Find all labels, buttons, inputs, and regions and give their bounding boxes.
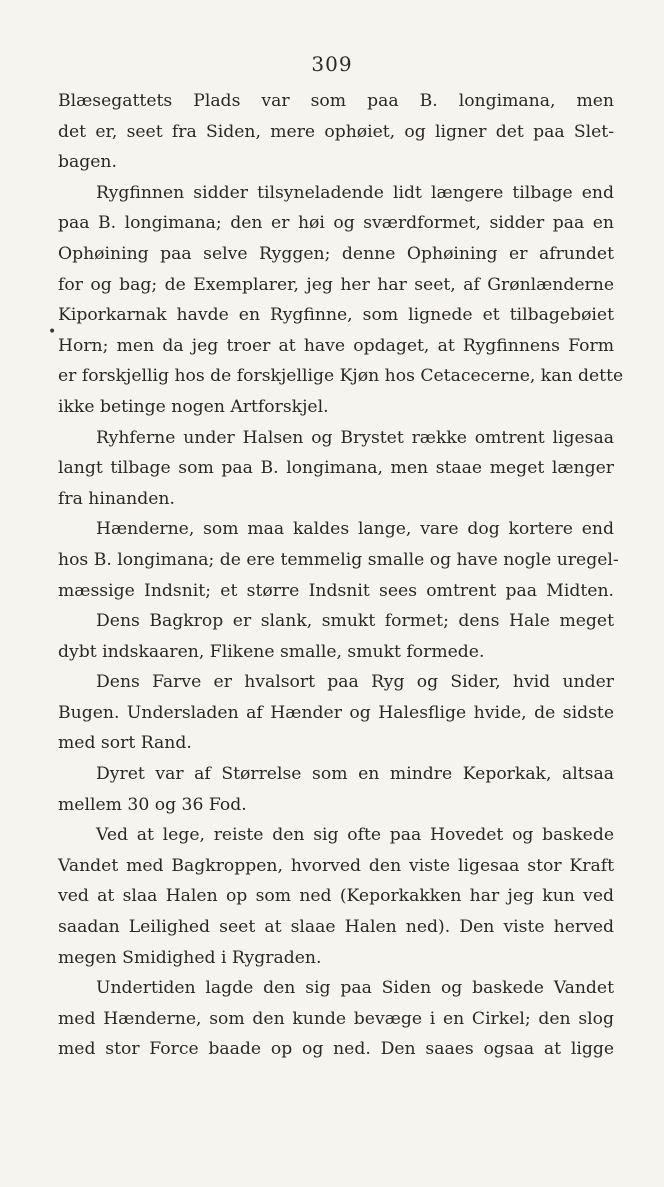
body-text [58, 86, 624, 1065]
text-line: Dyret var af Størrelse som en mindre Keporkak, altsaa [96, 764, 614, 785]
text-line: Horn; men da jeg troer at have opdaget, at Rygfinnens Form [58, 335, 614, 356]
text-line: Bugen. Undersladen af Hænder og Halesflige hvide, de sidste [58, 702, 614, 723]
text-line: Dens Bagkrop er slank, smukt formet; dens Hale meget [96, 611, 614, 632]
text-line: saadan Leilighed seet at slaae Halen ned). Den viste herved [58, 917, 614, 938]
text-line: Ophøining paa selve Ryggen; denne Ophøining er afrundet [58, 243, 614, 264]
text-line: med sort Rand. [58, 733, 192, 754]
text-line: Ved at lege, reiste den sig ofte paa Hovedet og baskede [96, 825, 614, 846]
text-line: megen Smidighed i Rygraden. [58, 947, 322, 968]
text-line: fra hinanden. [58, 488, 175, 509]
text-line: ved at slaa Halen op som ned (Keporkakken har jeg kun ved [58, 886, 614, 907]
text-line: det er, seet fra Siden, mere ophøiet, og ligner det paa Slet- [58, 121, 614, 142]
text-line: er forskjellig hos de forskjellige Kjøn hos Cetacecerne, kan dette [58, 366, 624, 387]
text-line: Hænderne, som maa kaldes lange, vare dog kortere end [96, 519, 614, 540]
text-line: Rygfinnen sidder tilsyneladende lidt længere tilbage end [96, 182, 614, 203]
text-line: mellem 30 og 36 Fod. [58, 794, 247, 815]
text-line: mæssige Indsnit; et større Indsnit sees omtrent paa Midten. [58, 580, 614, 601]
text-line: langt tilbage som paa B. longimana, men staae meget længer [58, 458, 614, 479]
text-line: Ryhferne under Halsen og Brystet række omtrent ligesaa [96, 427, 614, 448]
text-line: Dens Farve er hvalsort paa Ryg og Sider, hvid under [96, 672, 614, 693]
text-line: Undertiden lagde den sig paa Siden og baskede Vandet [96, 978, 614, 999]
text-line: dybt indskaaren, Flikene smalle, smukt formede. [58, 641, 485, 662]
text-line: Blæsegattets Plads var som paa B. longimana, men [58, 91, 614, 111]
text-line: med stor Force baade op og ned. Den saaes ogsaa at ligge [58, 1039, 614, 1060]
text-line: hos B. longimana; de ere temmelig smalle og have nogle uregel- [58, 549, 619, 570]
page-number: 309 [311, 52, 353, 76]
text-line: for og bag; de Exemplarer, jeg her har seet, af Grønlænderne [58, 274, 614, 295]
text-line: Vandet med Bagkroppen, hvorved den viste ligesaa stor Kraft [58, 855, 614, 876]
text-line: bagen. [58, 152, 117, 173]
text-line: med Hænderne, som den kunde bevæge i en Cirkel; den slog [58, 1008, 614, 1029]
text-line: paa B. longimana; den er høi og sværdformet, sidder paa en [58, 213, 614, 234]
margin-mark: • [48, 324, 57, 340]
text-line: ikke betinge nogen Artforskjel. [58, 396, 329, 417]
text-line: Kiporkarnak havde en Rygfinne, som lignede et tilbagebøiet [58, 305, 614, 326]
